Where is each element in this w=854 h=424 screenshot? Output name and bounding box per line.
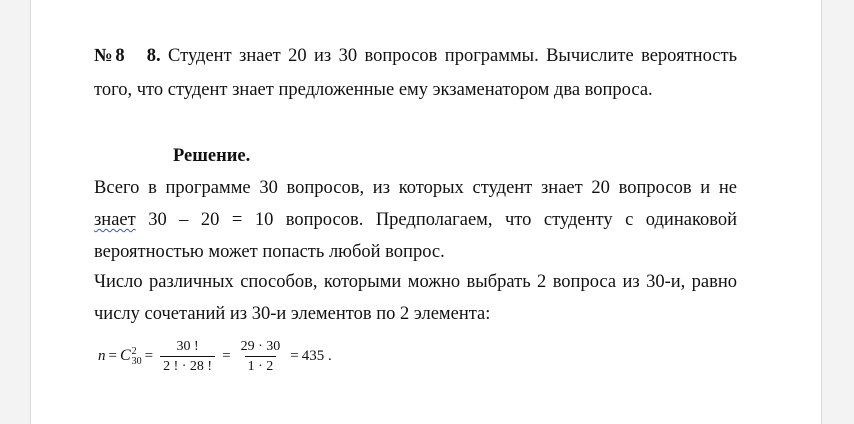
fraction-1-numerator: 30 ! (176, 338, 199, 354)
spellcheck-word[interactable]: знает (94, 210, 136, 230)
solution-para1-line1: Всего в программе 30 вопросов, из которых студент знает 20 вопросов и не (94, 178, 737, 198)
formula-c-sup: 2 (131, 346, 137, 357)
problem-item-number: 8. (146, 46, 161, 66)
formula-c-indices (132, 347, 142, 367)
formula-fraction-2 (238, 338, 284, 375)
solution-heading: Решение. (173, 146, 251, 166)
combination-formula (98, 331, 332, 381)
formula-equals-1: = (108, 347, 117, 364)
fraction-2-numerator: 29 · 30 (240, 338, 281, 354)
solution-para1-line2-rest: 30 – 20 = 10 вопросов. Предполагаем, что студенту с одинаковой (148, 210, 737, 230)
problem-number: №8 (94, 46, 125, 66)
solution-para1-line3: вероятностью может попасть любой вопрос. (94, 242, 445, 262)
formula-c-symbol: C (119, 347, 131, 364)
problem-statement-part1: Студент знает 20 из 30 вопросов программы. Вычислите вероятность (168, 46, 738, 66)
fraction-2-denominator: 1 · 2 (245, 356, 277, 375)
formula-result: 435 . (301, 347, 332, 364)
solution-para2-line2: числу сочетаний из 30-и элементов по 2 элемента: (94, 304, 491, 324)
solution-para2-line1: Число различных способов, которыми можно выбрать 2 вопроса из 30-и, равно (94, 272, 737, 292)
problem-line-2: того, что студент знает предложенные ему экзаменатором два вопроса. (94, 80, 653, 100)
formula-lhs: n (98, 347, 106, 364)
formula-equals-3: = (222, 347, 231, 364)
formula-c-sub: 30 (131, 356, 142, 367)
formula-fraction-1 (160, 338, 215, 375)
formula-equals-4: = (290, 347, 299, 364)
fraction-1-denominator: 2 ! · 28 ! (160, 356, 215, 375)
formula-equals-2: = (144, 347, 154, 364)
problem-line-1 (94, 45, 737, 67)
solution-para1-line2 (94, 209, 737, 231)
